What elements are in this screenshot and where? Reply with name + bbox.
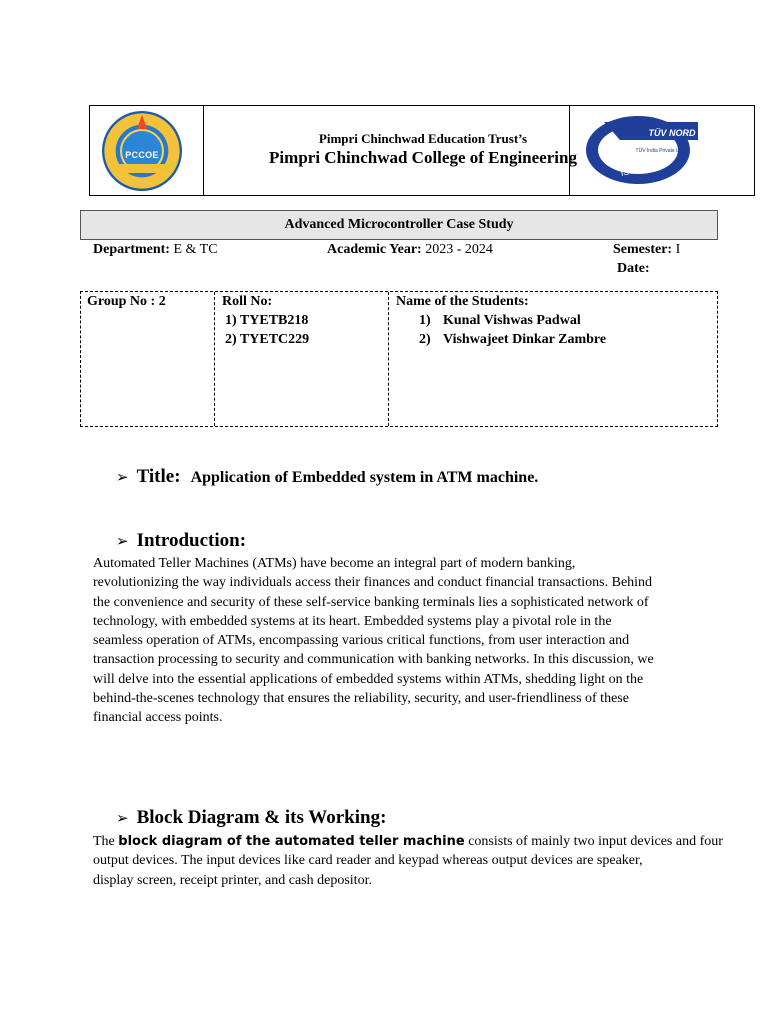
paragraph-line: output devices. The input devices like card reader and keypad whereas output devices are speaker, xyxy=(93,853,643,869)
paragraph-line: display screen, receipt printer, and cash depositor. xyxy=(93,872,372,888)
roll-no-label: Roll No: xyxy=(222,294,273,309)
paragraph-line: will delve into the essential applications of embedded systems within ATMs, shedding light on the xyxy=(93,671,644,687)
department-value: E & TC xyxy=(173,242,218,257)
title-label: Title: xyxy=(136,466,181,487)
paragraph-text: The xyxy=(93,834,119,849)
introduction-heading-text: Introduction: xyxy=(136,530,247,551)
department-field xyxy=(93,242,218,258)
date-field xyxy=(617,261,650,277)
trust-name: Pimpri Chinchwad Education Trust’s xyxy=(318,131,528,146)
student-name: Vishwajeet Dinkar Zambre xyxy=(443,332,607,347)
group-table xyxy=(80,291,718,427)
title-value: Application of Embedded system in ATM machine. xyxy=(190,469,539,486)
student-marker: 2) xyxy=(419,332,431,347)
department-label: Department: xyxy=(93,242,170,257)
pccoe-logo-text: PCCOE xyxy=(125,150,159,160)
tuv-sub-text: TÜV India Private Ltd. xyxy=(635,148,685,154)
semester-label: Semester: xyxy=(613,242,673,257)
tuv-brand-text: TÜV NORD xyxy=(648,128,696,138)
group-number: Group No : 2 xyxy=(87,294,166,309)
roll-no-item: 1) TYETB218 xyxy=(225,313,309,328)
college-name: Pimpri Chinchwad College of Engineering xyxy=(269,148,577,167)
paragraph-line: financial access points. xyxy=(93,710,223,726)
paragraph-line: seamless operation of ATMs, encompassing various critical functions, from user interaction and xyxy=(93,633,630,649)
roll-no-item: 2) TYETC229 xyxy=(225,332,310,347)
introduction-paragraph xyxy=(93,554,723,728)
table-divider xyxy=(214,292,215,426)
arrow-bullet-icon: ➢ xyxy=(116,809,129,827)
case-study-title: Advanced Microcontroller Case Study xyxy=(80,210,718,240)
arrow-bullet-icon: ➢ xyxy=(116,532,129,550)
student-name: Kunal Vishwas Padwal xyxy=(443,313,581,328)
block-diagram-paragraph xyxy=(93,832,723,890)
block-diagram-heading xyxy=(116,807,386,829)
student-marker: 1) xyxy=(419,313,431,328)
paragraph-line: Automated Teller Machines (ATMs) have become an integral part of modern banking, xyxy=(93,556,576,571)
iso-text: ISO 9001 xyxy=(619,160,660,178)
paragraph-line: revolutionizing the way individuals access their finances and conduct financial transactions. Behind xyxy=(93,575,653,591)
table-divider xyxy=(388,292,389,426)
title-section xyxy=(116,466,538,488)
college-header xyxy=(89,105,755,196)
paragraph-line xyxy=(93,832,723,851)
paragraph-line: transaction processing to security and communication with banking networks. In this discussion, we xyxy=(93,652,654,668)
block-diagram-heading-text: Block Diagram & its Working: xyxy=(136,807,387,828)
semester-field xyxy=(613,242,680,258)
paragraph-line: the convenience and security of these self-service banking terminals lies a sophisticated network of xyxy=(93,594,649,610)
paragraph-line: behind-the-scenes technology that ensures the reliability, security, and user-friendliness of these xyxy=(93,691,629,707)
paragraph-text: consists of mainly two input devices and four xyxy=(464,834,723,849)
arrow-bullet-icon: ➢ xyxy=(116,468,129,486)
students-label: Name of the Students: xyxy=(396,294,529,309)
academic-year-value: 2023 - 2024 xyxy=(425,242,493,257)
bold-phrase: block diagram of the automated teller machine xyxy=(118,834,465,849)
semester-value: I xyxy=(675,242,681,257)
academic-year-field xyxy=(327,242,493,258)
introduction-heading xyxy=(116,530,246,552)
academic-year-label: Academic Year: xyxy=(327,242,422,257)
paragraph-line: technology, with embedded systems at its heart. Embedded systems play a pivotal role in the xyxy=(93,613,612,629)
date-label: Date: xyxy=(617,261,650,276)
tuv-nord-iso-logo xyxy=(580,112,703,189)
